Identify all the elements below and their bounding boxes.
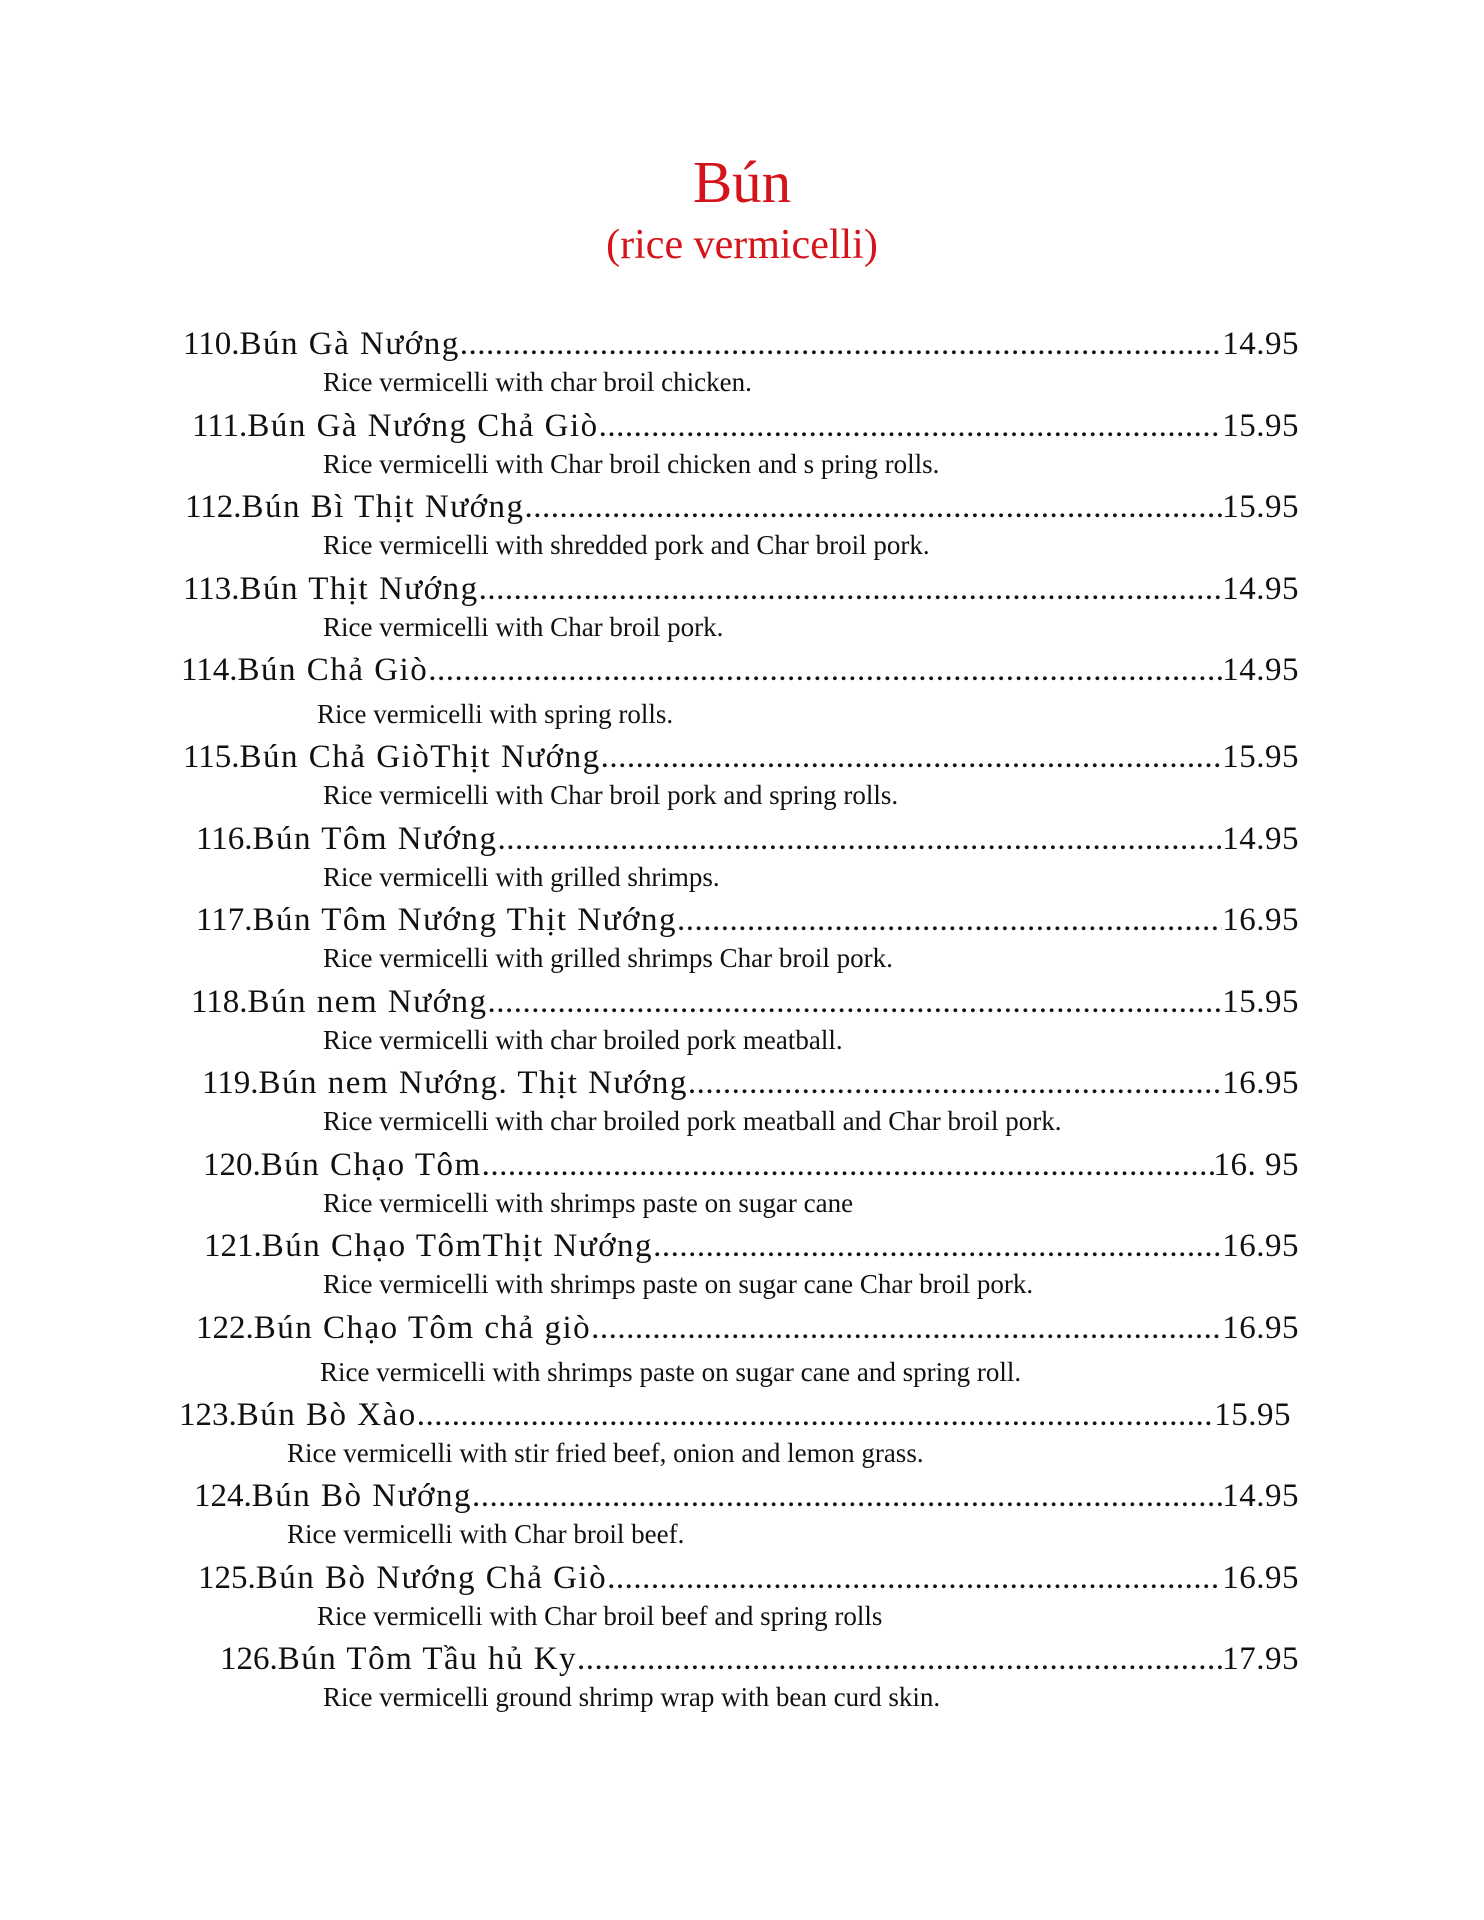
item-name: Bún Tôm Tầu hủ Ky (277, 1641, 578, 1677)
dot-leader (488, 980, 1223, 1024)
item-number: 112. (185, 489, 242, 525)
menu-item-123 (0, 1393, 1484, 1475)
item-price: 15.95 (1214, 1396, 1291, 1433)
item-number: 117. (196, 902, 253, 938)
item-price: 14.95 (1222, 1478, 1299, 1514)
item-description: Rice vermicelli with char broil chicken. (323, 367, 752, 397)
menu-item-122 (0, 1306, 1484, 1393)
item-price: 15.95 (1222, 407, 1299, 444)
item-number: 111. (192, 407, 248, 444)
item-name: Bún Chạo Tôm chả giò (253, 1309, 592, 1346)
item-name: Bún Gà Nướng Chả Giò (247, 407, 599, 444)
item-name: Bún Bò Nướng Chả Giò (255, 1559, 608, 1596)
item-description: Rice vermicelli with Char broil beef. (287, 1519, 685, 1549)
menu-item-125 (0, 1556, 1484, 1638)
item-description: Rice vermicelli with Char broil pork and spring rolls. (323, 780, 899, 810)
dot-leader (497, 817, 1222, 861)
item-price: 17.95 (1222, 1641, 1299, 1677)
dot-leader (599, 404, 1223, 448)
item-description: Rice vermicelli with char broiled pork meatball and Char broil pork. (323, 1106, 1062, 1136)
menu-item-119 (0, 1061, 1484, 1143)
item-number: 121. (204, 1228, 262, 1264)
dot-leader (479, 567, 1223, 611)
item-price: 16.95 (1222, 1559, 1299, 1596)
item-price: 16. 95 (1213, 1146, 1299, 1183)
dot-leader (601, 735, 1223, 779)
item-name: Bún nem Nướng. Thịt Nướng (258, 1065, 688, 1101)
item-description: Rice vermicelli with shrimps paste on sugar cane Char broil pork. (323, 1269, 1034, 1299)
dot-leader (653, 1224, 1222, 1268)
item-price: 14.95 (1222, 326, 1299, 362)
menu-item-116 (0, 817, 1484, 899)
dot-leader (472, 1474, 1222, 1518)
item-name: Bún Tôm Nướng (252, 820, 498, 857)
item-price: 14.95 (1222, 820, 1299, 857)
item-price: 16.95 (1222, 902, 1299, 938)
menu-item-115 (0, 735, 1484, 817)
item-name: Bún nem Nướng (247, 983, 488, 1020)
dot-leader (428, 648, 1222, 692)
item-name: Bún Chả Giò (237, 652, 429, 688)
item-price: 15.95 (1222, 739, 1299, 775)
menu-item-121 (0, 1224, 1484, 1306)
item-price: 16.95 (1222, 1228, 1299, 1264)
item-name: Bún Tôm Nướng Thịt Nướng (252, 902, 678, 938)
item-description: Rice vermicelli with shrimps paste on sugar cane and spring roll. (320, 1356, 1022, 1387)
page-title: Bún (692, 149, 792, 215)
menu-item-114 (0, 648, 1484, 735)
item-description: Rice vermicelli with char broiled pork meatball. (323, 1024, 843, 1055)
item-name: Bún Chạo Tôm (260, 1146, 482, 1183)
menu-item-124 (0, 1474, 1484, 1556)
item-name: Bún Chả GiòThịt Nướng (239, 739, 601, 775)
menu-item-126 (0, 1637, 1484, 1719)
item-number: 110. (183, 326, 240, 362)
item-number: 126. (220, 1641, 278, 1677)
item-number: 125. (198, 1559, 256, 1596)
item-description: Rice vermicelli with Char broil pork. (323, 611, 724, 642)
item-number: 120. (203, 1146, 261, 1183)
item-number: 122. (196, 1309, 254, 1346)
item-price: 14.95 (1222, 652, 1299, 688)
dot-leader (525, 485, 1223, 529)
item-description: Rice vermicelli with Char broil chicken and s pring rolls. (323, 448, 940, 479)
item-name: Bún Bò Xào (236, 1396, 417, 1433)
menu-item-118 (0, 980, 1484, 1062)
item-number: 116. (196, 820, 253, 857)
dot-leader (688, 1061, 1222, 1105)
dot-leader (677, 898, 1222, 942)
item-number: 124. (194, 1478, 252, 1514)
item-price: 15.95 (1222, 983, 1299, 1020)
item-number: 119. (202, 1065, 259, 1101)
item-description: Rice vermicelli with shredded pork and Char broil pork. (323, 530, 930, 560)
item-price: 15.95 (1222, 489, 1299, 525)
item-price: 16.95 (1222, 1309, 1299, 1346)
menu-item-110 (0, 322, 1484, 404)
item-description: Rice vermicelli with Char broil beef and spring rolls (317, 1600, 883, 1631)
item-description: Rice vermicelli with stir fried beef, onion and lemon grass. (287, 1437, 924, 1468)
item-price: 16.95 (1222, 1065, 1299, 1101)
item-description: Rice vermicelli with grilled shrimps. (323, 861, 720, 892)
item-description: Rice vermicelli with grilled shrimps Char broil pork. (323, 943, 893, 973)
menu-item-111 (0, 404, 1484, 486)
dot-leader (607, 1556, 1222, 1600)
item-price: 14.95 (1222, 570, 1299, 607)
item-number: 123. (179, 1396, 237, 1433)
dot-leader (417, 1393, 1215, 1437)
item-name: Bún Bò Nướng (251, 1478, 472, 1514)
item-number: 113. (183, 570, 240, 607)
dot-leader (591, 1306, 1222, 1350)
dot-leader (482, 1143, 1214, 1187)
item-number: 118. (191, 983, 248, 1020)
menu-item-113 (0, 567, 1484, 649)
menu-item-112 (0, 485, 1484, 567)
menu-list (0, 322, 1484, 1719)
item-number: 115. (183, 739, 240, 775)
item-description: Rice vermicelli with spring rolls. (317, 699, 674, 729)
item-name: Bún Bì Thịt Nướng (241, 489, 525, 525)
dot-leader (460, 322, 1223, 366)
item-name: Bún Gà Nướng (239, 326, 460, 362)
item-name: Bún Chạo TômThịt Nướng (261, 1228, 654, 1264)
page-subtitle: (rice vermicelli) (606, 222, 878, 268)
menu-item-120 (0, 1143, 1484, 1225)
dot-leader (577, 1637, 1222, 1681)
item-description: Rice vermicelli with shrimps paste on sugar cane (323, 1187, 854, 1218)
item-description: Rice vermicelli ground shrimp wrap with bean curd skin. (323, 1682, 941, 1712)
item-number: 114. (181, 652, 238, 688)
item-name: Bún Thịt Nướng (239, 570, 479, 607)
menu-item-117 (0, 898, 1484, 980)
